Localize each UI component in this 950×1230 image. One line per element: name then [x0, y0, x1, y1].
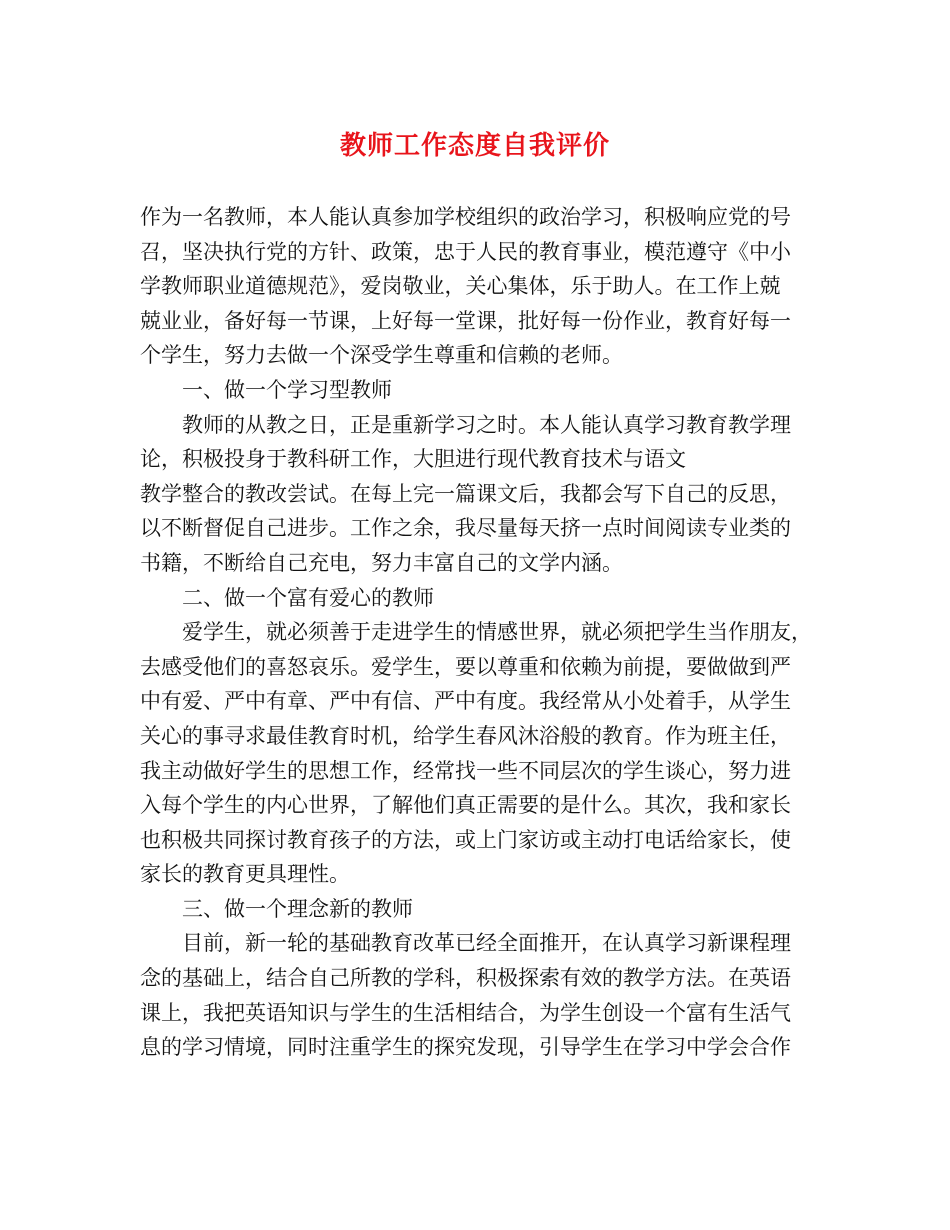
body-line: 作为一名教师，本人能认真参加学校组织的政治学习，积极响应党的号: [140, 205, 791, 229]
body-line: 学教师职业道德规范》，爱岗敬业，关心集体，乐于助人。在工作上兢: [140, 274, 781, 299]
body-line: 个学生，努力去做一个深受学生尊重和信赖的老师。: [140, 343, 623, 368]
body-line: 教师的从教之日，正是重新学习之时。本人能认真学习教育教学理: [182, 412, 791, 437]
body-line: 我主动做好学生的思想工作，经常找一些不同层次的学生谈心，努力进: [140, 758, 791, 783]
body-line: 书籍，不断给自己充电，努力丰富自己的文学内涵。: [140, 550, 623, 575]
document-title: 教师工作态度自我评价: [339, 131, 610, 161]
body-line: 三、做一个理念新的教师: [182, 896, 413, 921]
document-body: [140, 200, 830, 1065]
body-line: 中有爱、严中有章、严中有信、严中有度。我经常从小处着手，从学生: [140, 689, 791, 714]
body-line: 息的学习情境，同时注重学生的探究发现，引导学生在学习中学会合作: [140, 1035, 791, 1060]
body-line: 召，坚决执行党的方针、政策，忠于人民的教育事业，模范遵守《中小: [140, 239, 791, 264]
body-line: 去感受他们的喜怒哀乐。爱学生，要以尊重和依赖为前提，要做做到严: [140, 654, 791, 679]
body-line: 一、做一个学习型教师: [182, 377, 392, 402]
body-line: 兢业业，备好每一节课，上好每一堂课，批好每一份作业，教育好每一: [140, 308, 791, 333]
body-line: 关心的事寻求最佳教育时机，给学生春风沐浴般的教育。作为班主任，: [140, 723, 791, 748]
body-line: 目前，新一轮的基础教育改革已经全面推开，在认真学习新课程理: [182, 931, 791, 956]
body-line: 也积极共同探讨教育孩子的方法，或上门家访或主动打电话给家长，使: [140, 827, 791, 852]
body-line: 论，积极投身于教科研工作，大胆进行现代教育技术与语文: [140, 447, 686, 472]
body-line: 家长的教育更具理性。: [140, 862, 350, 887]
body-line: 爱学生，就必须善于走进学生的情感世界，就必须把学生当作朋友，: [182, 620, 812, 645]
body-line: 念的基础上，结合自己所教的学科，积极探索有效的教学方法。在英语: [140, 966, 791, 991]
body-line: 教学整合的教改尝试。在每上完一篇课文后，我都会写下自己的反思，: [140, 481, 791, 506]
body-line: 入每个学生的内心世界，了解他们真正需要的是什么。其次，我和家长: [140, 793, 791, 818]
body-line: 以不断督促自己进步。工作之余，我尽量每天挤一点时间阅读专业类的: [140, 516, 791, 541]
body-line: 二、做一个富有爱心的教师: [182, 585, 434, 610]
body-line: 课上，我把英语知识与学生的生活相结合，为学生创设一个富有生活气: [140, 1000, 791, 1025]
